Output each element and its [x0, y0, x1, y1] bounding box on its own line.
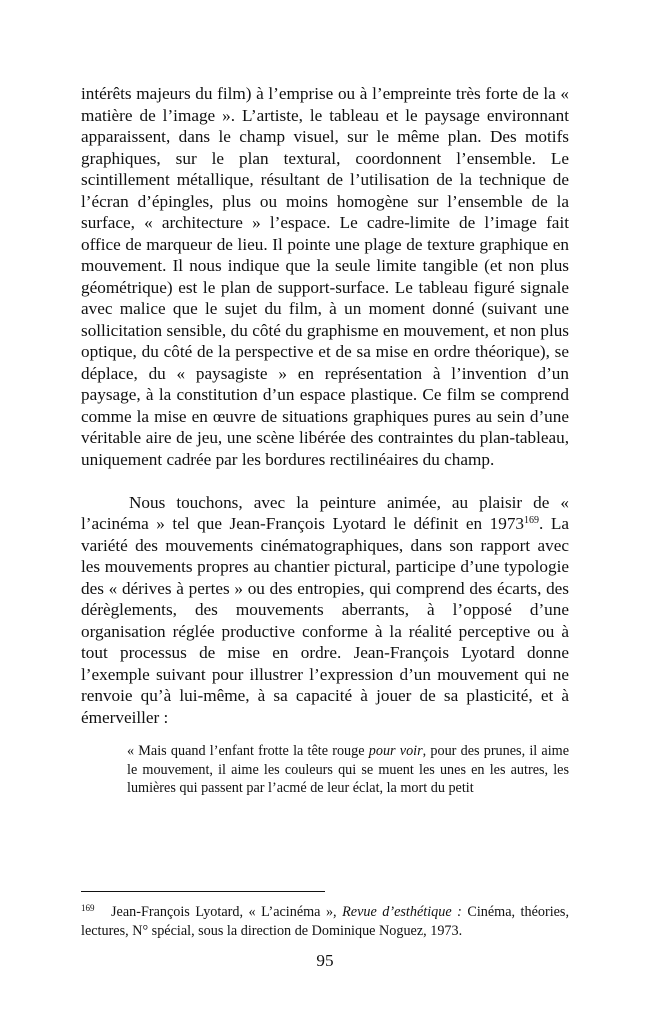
- footnote-details: Cinéma, théories, lectures, N° spécial, sous la direction de Dominique Noguez, 1973.: [81, 904, 570, 939]
- paragraph-2-start: Nous touchons, avec la peinture animée, au plaisir de « l’acinéma » tel que Jean-François Lyotard le définit en 1973: [81, 492, 569, 533]
- paragraph-1: intérêts majeurs du film) à l’emprise ou à l’empreinte très forte de la « matière de l’image ». L’artiste, le tableau et le paysage environnant apparaissent, dans le champ visuel, sur le même plan. Des motifs graphiques, sur le plan textural, coordonnent l’ensemble. Le scintillement métallique, résultant de l’utilisation de la technique de l’écran d’épingles, plus ou moins homogène sur l’ensemble de la surface, « architecture » l’espace. Le cadre-limite de l’image fait office de marqueur de lieu. Il pointe une plage de texture graphique en mouvement. Il nous indique que la seule limite tangible (et non plus géométrique) est le plan de support-surface. Le tableau figuré signale avec malice que le sujet du film, à un moment donné (suivant une sollicitation sensible, du côté du graphisme en mouvement, et non plus optique, du côté de la perspective et de sa mise en ordre théorique), se déplace, du « paysagiste » en représentation à l’invention d’un paysage, à la constitution d’un espace plastique. Ce film se comprend comme la mise en œuvre de situations graphiques pures au sein d’une véritable aire de jeu, une scène libérée des contraintes du plan-tableau, uniquement cadrée par les bordures rectilinéaires du champ.: [81, 84, 569, 469]
- quote-start: « Mais quand l’enfant frotte la tête rouge: [127, 743, 369, 759]
- quote-italic: pour voir: [368, 743, 423, 759]
- footnote-author: Jean-François Lyotard, « L’acinéma »,: [111, 904, 343, 920]
- footnote-reference[interactable]: 169: [524, 515, 540, 526]
- page-number: 95: [316, 951, 334, 970]
- block-quote: [127, 742, 569, 798]
- footnote-number: 169: [81, 903, 95, 913]
- paragraph-2-rest: . La variété des mouvements cinématographiques, dans son rapport avec les mouvements propres au chantier pictural, participe d’une typologie des « dérives à pertes » ou des entropies, qui comprend des écarts, des dérèglements, des mouvements aberrants, à l’opposé d’une organisation réglée productive conforme à la réalité perceptive ou à tout processus de mise en ordre. Jean-François Lyotard donne l’exemple suivant pour illustrer l’expression d’un mouvement qui ne renvoie qu’à lui-même, à sa capacité à jouer de sa plasticité, et à émerveiller :: [81, 514, 569, 727]
- footnote-journal: Revue d’esthétique :: [342, 904, 462, 920]
- footnote: [81, 903, 569, 940]
- quote-rest: , pour des prunes, il aime le mouvement, il aime les couleurs qui se muent les unes en les autres, les lumières qui passent par l’acmé de leur éclat, la mort du petit: [127, 743, 570, 796]
- paragraph-2: [81, 492, 569, 729]
- page-body: [81, 83, 569, 798]
- footnote-divider: [81, 891, 325, 892]
